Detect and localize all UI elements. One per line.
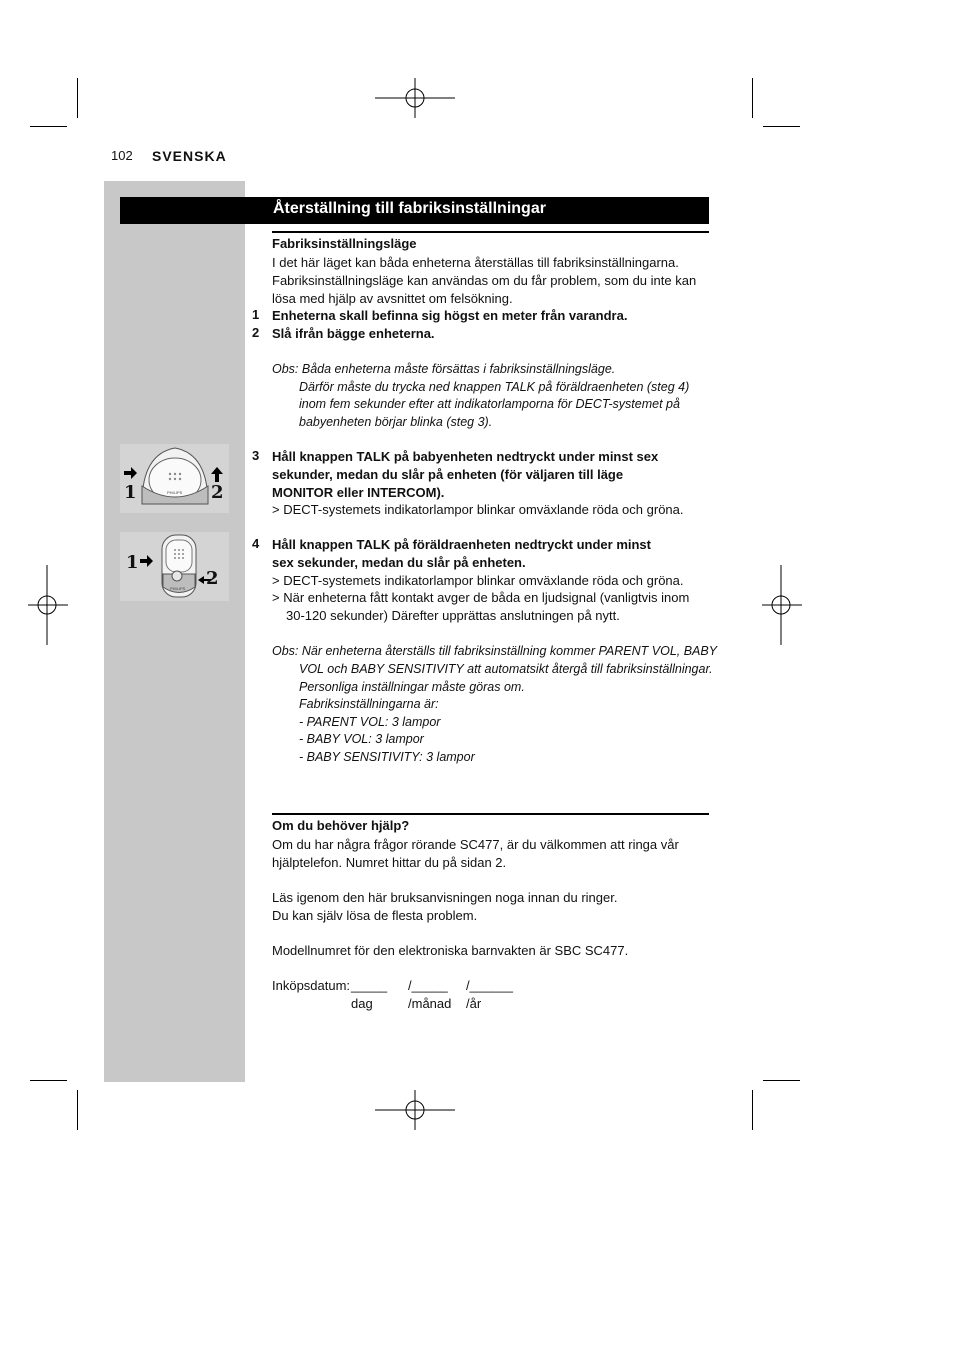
step-result: > DECT-systemets indikatorlampor blinkar omväxlande röda och gröna.	[272, 573, 684, 588]
brand-logo: PHILIPS	[167, 490, 183, 495]
body-line: Om du har några frågor rörande SC477, är du välkommen att ringa vår	[272, 837, 679, 852]
purchase-date-year-label: /år	[466, 996, 482, 1011]
purchase-date-year-field: /______	[466, 978, 513, 993]
step-text: Håll knappen TALK på föräldraenheten nedtryckt under minst	[272, 537, 651, 552]
step-text: Enheterna skall befinna sig högst en meter från varandra.	[272, 308, 628, 323]
section-banner	[120, 197, 709, 224]
body-line: Modellnumret för den elektroniska barnvakten är SBC SC477.	[272, 943, 629, 958]
body-line: Du kan själv lösa de flesta problem.	[272, 908, 478, 923]
step-number: 3	[252, 448, 260, 463]
step-text: MONITOR eller INTERCOM).	[272, 485, 445, 500]
illus-label: 2	[211, 482, 224, 503]
step-number: 4	[252, 536, 260, 551]
purchase-date-month-field: /_____	[408, 978, 448, 993]
crop-mark	[30, 1080, 67, 1081]
note-line: Därför måste du trycka ned knappen TALK på föräldraenheten (steg 4)	[299, 380, 690, 394]
registration-mark-top	[375, 78, 455, 118]
step-text: Håll knappen TALK på babyenheten nedtryckt under minst sex	[272, 449, 659, 464]
note-line: Fabriksinställningarna är:	[299, 697, 439, 711]
step-number: 2	[252, 325, 260, 340]
note-line: Personliga inställningar måste göras om.	[299, 680, 525, 694]
note-line: VOL och BABY SENSITIVITY att automatsikt återgå till fabriksinställningar.	[299, 662, 713, 676]
registration-mark-bottom	[375, 1090, 455, 1130]
step-result: > DECT-systemets indikatorlampor blinkar omväxlande röda och gröna.	[272, 502, 684, 517]
note-line: Obs: När enheterna återställs till fabriksinställning kommer PARENT VOL, BABY	[272, 644, 718, 658]
parent-unit-illustration	[120, 532, 229, 601]
step-text: sekunder, medan du slår på enheten (för väljaren till läge	[272, 467, 624, 482]
registration-mark-left	[28, 565, 68, 645]
purchase-date-label: Inköpsdatum:	[272, 978, 351, 993]
section-heading: Om du behöver hjälp?	[272, 818, 410, 833]
brand-logo: PHILIPS	[170, 586, 186, 591]
step-text: Slå ifrån bägge enheterna.	[272, 326, 435, 341]
crop-mark	[30, 126, 67, 127]
illus-label: 1	[126, 552, 139, 573]
note-line: - BABY VOL: 3 lampor	[299, 732, 424, 746]
section-heading: Fabriksinställningsläge	[272, 236, 417, 251]
purchase-date-day-label: dag	[351, 996, 373, 1011]
section-rule	[272, 813, 709, 815]
page-number: 102	[111, 148, 133, 163]
purchase-date-day-field: _____	[351, 978, 388, 993]
banner-title: Återställning till fabriksinställningar	[273, 200, 546, 217]
body-line: hjälptelefon. Numret hittar du på sidan 2.	[272, 855, 507, 870]
step-text: sex sekunder, medan du slår på enheten.	[272, 555, 526, 570]
crop-mark	[752, 78, 753, 118]
note-line: - PARENT VOL: 3 lampor	[299, 715, 441, 729]
illus-label: 1	[124, 482, 137, 503]
registration-mark-right	[762, 565, 802, 645]
crop-mark	[752, 1090, 753, 1130]
baby-unit-illustration	[120, 444, 229, 513]
section-rule	[272, 231, 709, 233]
sidebar-panel	[104, 181, 245, 1082]
note-line: babyenheten börjar blinka (steg 3).	[299, 415, 493, 429]
illus-label: 2	[206, 568, 219, 589]
purchase-date-month-label: /månad	[408, 996, 452, 1011]
note-line: inom fem sekunder efter att indikatorlamporna för DECT-systemet på	[299, 397, 680, 411]
page-language: SVENSKA	[152, 148, 227, 164]
crop-mark	[77, 1090, 78, 1130]
crop-mark	[763, 126, 800, 127]
note-line: Obs: Båda enheterna måste försättas i fabriksinställningsläge.	[272, 362, 616, 376]
step-result: 30-120 sekunder) Därefter upprättas anslutningen på nytt.	[286, 608, 620, 623]
intro-line: Fabriksinställningsläge kan användas om du får problem, som du inte kan	[272, 273, 697, 288]
step-number: 1	[252, 307, 260, 322]
step-result: > När enheterna fått kontakt avger de båda en ljudsignal (vanligtvis inom	[272, 590, 690, 605]
body-line: Läs igenom den här bruksanvisningen noga innan du ringer.	[272, 890, 618, 905]
intro-line: lösa med hjälp av avsnittet om felsökning.	[272, 291, 513, 306]
crop-mark	[77, 78, 78, 118]
intro-line: I det här läget kan båda enheterna återställas till fabriksinställningarna.	[272, 255, 679, 270]
note-line: - BABY SENSITIVITY: 3 lampor	[299, 750, 475, 764]
crop-mark	[763, 1080, 800, 1081]
